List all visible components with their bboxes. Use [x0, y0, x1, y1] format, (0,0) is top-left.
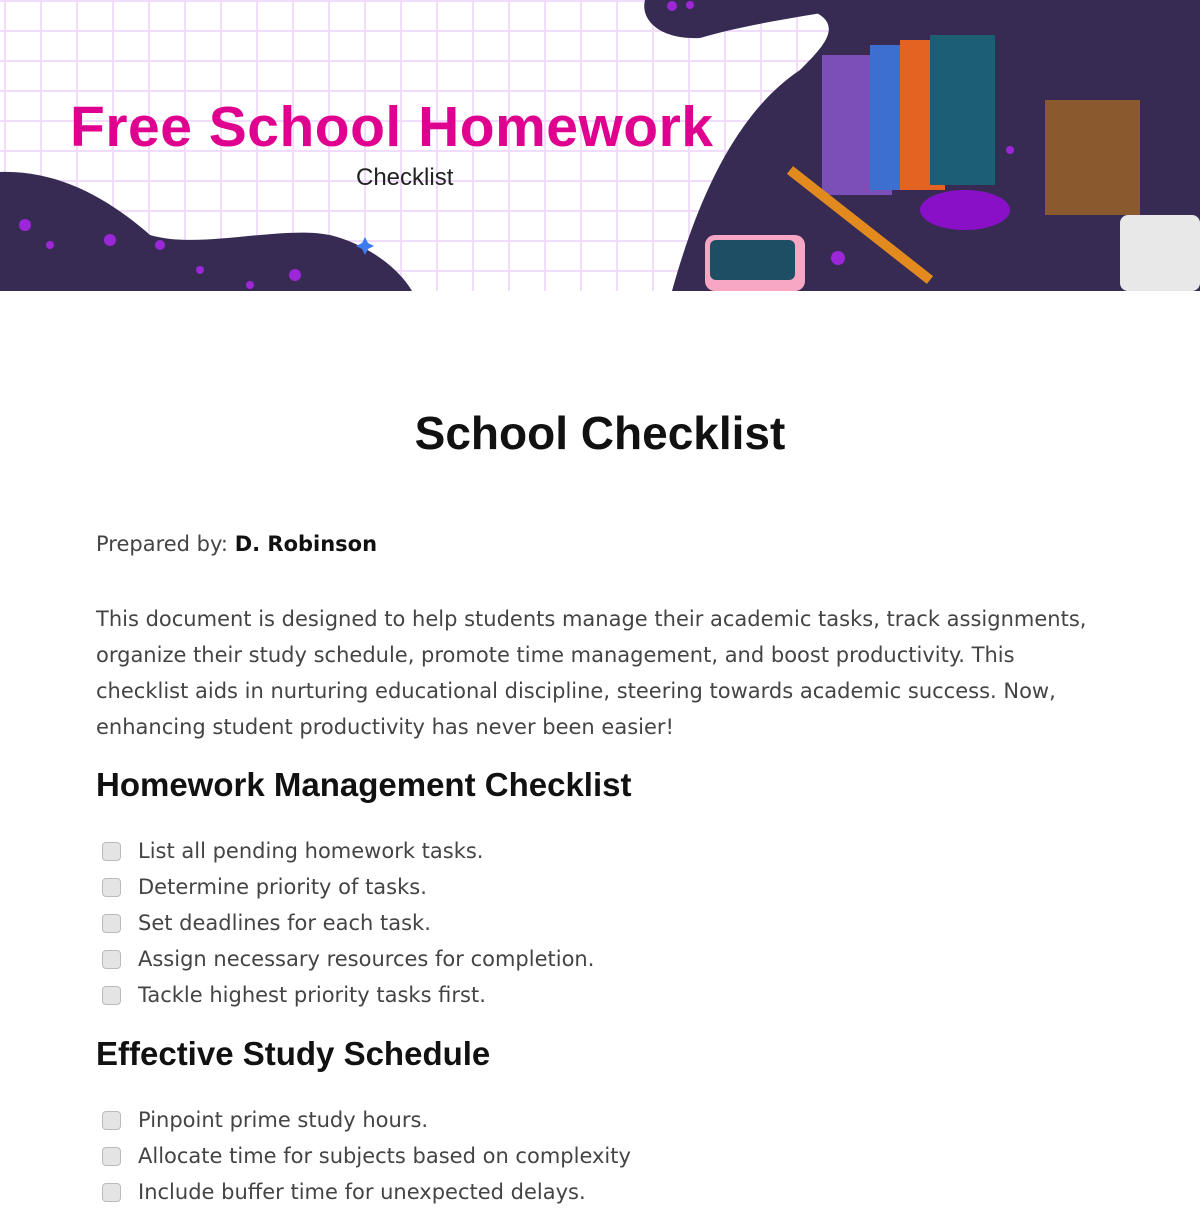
prepared-by-label: Prepared by:: [96, 532, 228, 556]
banner-title: Free School Homework: [70, 95, 714, 159]
checklist-item: [102, 1174, 631, 1210]
checklist-item: [102, 941, 594, 977]
document-title: School Checklist: [414, 407, 786, 459]
checklist-item-label: Tackle highest priority tasks first.: [138, 983, 486, 1007]
checklist-item-label: List all pending homework tasks.: [138, 839, 484, 863]
checkbox[interactable]: [102, 1183, 121, 1202]
checkbox[interactable]: [102, 1147, 121, 1166]
checklist-item-label: Determine priority of tasks.: [138, 875, 427, 899]
checklist-item-label: Pinpoint prime study hours.: [138, 1108, 429, 1132]
checklist: [102, 1102, 631, 1210]
checklist-item: [102, 905, 594, 941]
section-heading: Effective Study Schedule: [96, 1035, 491, 1072]
checklist-item: [102, 1138, 631, 1174]
checklist-item-label: Set deadlines for each task.: [138, 911, 431, 935]
header-banner: [0, 0, 1200, 291]
checkbox[interactable]: [102, 878, 121, 897]
checkbox[interactable]: [102, 914, 121, 933]
checklist-item-label: Assign necessary resources for completion.: [138, 947, 595, 971]
prepared-by-name: D. Robinson: [234, 532, 378, 556]
intro-paragraph: This document is designed to help students manage their academic tasks, track assignments, organize their study schedule, promote time management, and boost productivity. This checklist aids in nurturing educational discipline, steering towards academic success. Now, enhancing student productivity has never been easier!: [96, 607, 1087, 739]
checklist-item: [102, 977, 594, 1013]
banner-subtitle: Checklist: [356, 164, 454, 191]
prepared-by: [96, 532, 377, 556]
checklist-item-label: Allocate time for subjects based on complexity: [138, 1144, 631, 1168]
checklist-item-label: Include buffer time for unexpected delays.: [138, 1180, 586, 1204]
checklist-item: [102, 1102, 631, 1138]
section-heading: Homework Management Checklist: [96, 766, 632, 803]
checkbox[interactable]: [102, 842, 121, 861]
checkbox[interactable]: [102, 1111, 121, 1130]
checklist-item: [102, 869, 594, 905]
checkbox[interactable]: [102, 986, 121, 1005]
checklist: [102, 833, 594, 1013]
checkbox[interactable]: [102, 950, 121, 969]
checklist-item: [102, 833, 594, 869]
